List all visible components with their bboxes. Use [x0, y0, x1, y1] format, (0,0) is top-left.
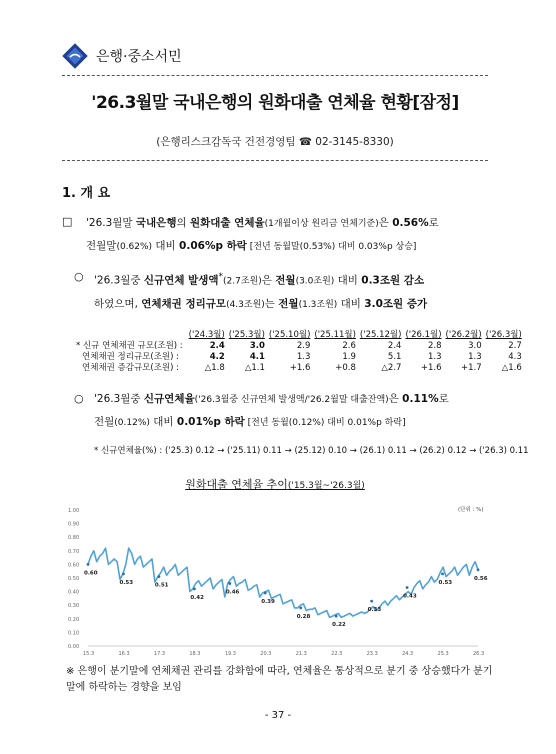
divider-contact	[62, 160, 488, 161]
circle-bullet-2: ○	[74, 392, 84, 405]
data-label: 0.51	[154, 582, 169, 589]
y-tick-label: 0.10	[68, 630, 80, 637]
data-label: 0.28	[296, 613, 311, 620]
data-point	[299, 607, 302, 610]
note-text: ※ 은행이 분기말에 연체채권 관리를 강화함에 따라, 연체율은 통상적으로 분기 중 상승했다가 분기 말에 하락하는 경향을 보임	[66, 666, 493, 693]
bullet1-line-2: 하였으며, 연체채권 정리규모(4.3조원)는 전월(1.3조원) 대비 3.0조원 증가	[94, 297, 428, 310]
square-bullet: □	[62, 215, 73, 228]
y-tick-label: 0.00	[68, 644, 80, 650]
x-tick-label: 25.3	[437, 651, 449, 657]
section-header	[62, 40, 182, 72]
chart-heading	[62, 476, 488, 492]
y-tick-label: 0.80	[68, 535, 80, 542]
data-label: 0.56	[474, 575, 488, 582]
divider-top	[62, 75, 488, 76]
stats-header: ('24.3월)	[188, 330, 225, 340]
x-tick-label: 18.3	[189, 651, 201, 657]
data-point	[370, 600, 373, 603]
unit-label: (단위 : %)	[458, 507, 484, 513]
data-point	[87, 563, 90, 566]
data-label: 0.22	[332, 622, 346, 629]
stats-header: ('26.2월)	[445, 330, 482, 340]
chart-heading-sub: ('15.3월~'26.3월)	[287, 481, 365, 491]
data-point	[406, 586, 409, 589]
x-tick-label: 24.3	[402, 651, 414, 657]
data-label: 0.53	[119, 579, 134, 586]
chart-svg	[66, 500, 490, 658]
x-tick-label: 19.3	[224, 651, 236, 657]
data-point	[228, 582, 231, 585]
data-label: 0.60	[84, 570, 98, 577]
summary-paragraph	[86, 212, 496, 258]
circle-bullet-1: ○	[74, 270, 84, 283]
stats-header: ('25.12월)	[359, 330, 402, 340]
section-heading: 1. 개 요	[62, 186, 111, 201]
data-label: 0.43	[403, 593, 417, 600]
x-tick-label: 20.3	[260, 651, 272, 657]
x-tick-label: 21.3	[295, 651, 307, 657]
table-row: 연체채권 증감규모(조원) : △1.8 △1.1 +1.6 +0.8 △2.7 +1.6 +1.7 △1.6	[82, 363, 522, 373]
data-label: 0.33	[367, 607, 382, 614]
stats-header: ('25.10월)	[268, 330, 311, 340]
x-tick-label: 16.3	[118, 651, 130, 657]
y-tick-label: 0.40	[68, 589, 80, 596]
x-tick-label: 23.3	[366, 651, 378, 657]
y-tick-label: 0.70	[68, 548, 80, 555]
y-tick-label: 0.90	[68, 521, 80, 528]
bullet2-line-1: '26.3월중 신규연체율('26.3월중 신규연체 발생액/'26.2월말 대출잔액)은 0.11%로	[94, 393, 449, 405]
page-title: '26.3월말 국내은행의 원화대출 연체율 현황[잠정]	[91, 93, 459, 113]
data-point	[264, 592, 267, 595]
delinquency-stats-table	[74, 330, 524, 374]
data-label: 0.42	[190, 594, 204, 601]
data-point	[335, 615, 338, 618]
summary-line-2: 전월말(0.62%) 대비 0.06%p 하락 [전년 동월말(0.53%) 대비 0.03%p 상승]	[86, 240, 417, 252]
data-label: 0.46	[225, 589, 240, 596]
stats-header: ('26.1월)	[405, 330, 442, 340]
table-row: 연체채권 정리규모(조원) : 4.2 4.1 1.3 1.9 5.1 1.3 1.3 4.3	[82, 352, 522, 362]
delinquency-rate-chart	[66, 500, 490, 658]
bullet1-line-1: '26.3월중 신규연체 발생액*(2.7조원)은 전월(3.0조원) 대비 0.3조원 감소	[94, 272, 425, 287]
new-delinquency-rate-paragraph	[94, 388, 494, 434]
y-tick-label: 0.20	[68, 616, 80, 623]
y-tick-label: 0.50	[68, 576, 80, 582]
data-point	[441, 573, 444, 576]
data-point	[158, 575, 161, 578]
section-label: 은행·중소서민	[96, 49, 182, 65]
x-tick-label: 22.3	[331, 651, 343, 657]
data-point	[122, 573, 125, 576]
x-tick-label: 15.3	[83, 651, 95, 657]
footnote-new-rate: * 신규연체율(%) : ('25.3) 0.12 → ('25.11) 0.11 → (25.12) 0.10 → (26.1) 0.11 → (26.2) 0.12 → ('26.3) 0.11	[94, 446, 529, 456]
page-number: - 37 -	[264, 710, 292, 721]
table-row: * 신규 연체채권 규모(조원) : 2.4 3.0 2.9 2.6 2.4 2.8 3.0 2.7	[76, 341, 522, 351]
new-delinquency-paragraph	[94, 266, 494, 316]
stats-header: ('25.11월)	[314, 330, 356, 340]
x-tick-label: 26.3	[473, 651, 485, 657]
y-tick-label: 0.30	[68, 603, 80, 610]
stats-header-row	[74, 330, 524, 341]
series-line	[88, 548, 478, 617]
summary-line-1: '26.3월말 국내은행의 원화대출 연체율(1개월이상 원리금 연체기준)은 0.56%로	[86, 217, 439, 229]
fss-logo-icon	[62, 43, 88, 69]
data-label: 0.53	[438, 579, 453, 586]
y-tick-label: 0.60	[68, 562, 80, 569]
data-point	[477, 568, 480, 571]
bullet2-line-2: 전월(0.12%) 대비 0.01%p 하락 [전년 동월(0.12%) 대비 0.01%p 하락]	[94, 416, 406, 428]
x-tick-label: 17.3	[153, 651, 166, 657]
stats-header: ('25.3월)	[228, 330, 265, 340]
data-label: 0.39	[261, 598, 275, 605]
stats-header: ('26.3월)	[485, 330, 522, 340]
chart-heading-main: 원화대출 연체율 추이	[185, 478, 288, 491]
y-tick-label: 1.00	[68, 508, 80, 514]
contact-info: (은행리스크감독국 건전경영팀 ☎ 02-3145-8330)	[156, 136, 394, 148]
data-point	[193, 587, 196, 590]
